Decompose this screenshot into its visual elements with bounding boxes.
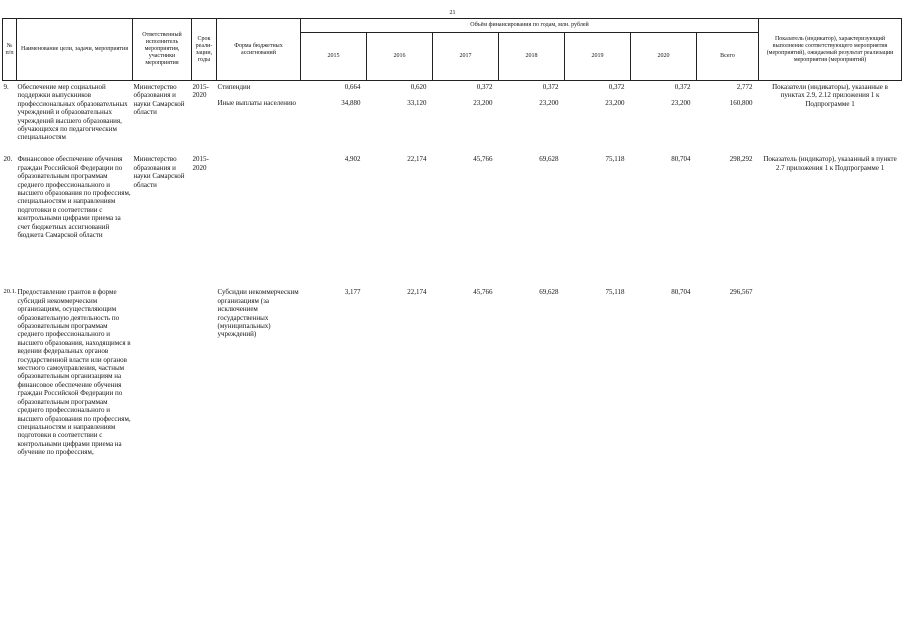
header-year: 2015 [301, 33, 367, 81]
row-form: Субсидии некоммерческим организациям (за исключением государственных (муниципальных) учреждений) [217, 288, 299, 339]
row-term: 2015-2020 [192, 155, 209, 172]
header-year: 2020 [631, 33, 697, 81]
row-value: 22,174 [407, 155, 427, 164]
row-value: 0,620 [410, 83, 427, 91]
row-value: 3,177 [344, 288, 361, 297]
table-row [3, 81, 902, 92]
row-value: 23,200 [605, 99, 625, 108]
row-value: 80,704 [671, 288, 691, 297]
row-value: 23,200 [539, 99, 559, 108]
page-number: 21 [449, 10, 456, 16]
row-num: 20. [3, 155, 13, 164]
row-value: 45,766 [473, 155, 493, 164]
row-name: Обеспечение мер социальной поддержки выпускников профессиональных образовательных учреждений и образовательных учреждений высшего образования, обучающихся по педагогическим специальностям [17, 83, 128, 142]
table-row [3, 282, 902, 456]
row-value: 0,372 [542, 83, 559, 91]
row-value: 69,628 [539, 155, 559, 164]
row-value: 0,372 [476, 83, 493, 91]
row-total: 296,567 [729, 288, 753, 297]
row-value: 0,372 [674, 83, 691, 91]
row-value: 22,174 [407, 288, 427, 297]
row-total: 160,800 [729, 99, 753, 108]
header-name: Наименование цели, задачи, мероприятия [17, 19, 133, 81]
row-executor: Министерство образования и науки Самарской области [133, 155, 185, 189]
row-value: 80,704 [671, 155, 691, 164]
row-value: 33,120 [407, 99, 427, 108]
row-value: 34,880 [341, 99, 361, 108]
row-num: 20.1. [3, 288, 17, 296]
row-value: 23,200 [671, 99, 691, 108]
row-value: 69,628 [539, 288, 559, 297]
header-term: Срок реали- зации, годы [192, 19, 217, 81]
header-year: 2018 [499, 33, 565, 81]
row-total: 2,772 [736, 83, 753, 91]
row-indicator: Показатель (индикатор), указанный в пункте 2.7 приложения 1 к Подпрограмме 1 [763, 155, 897, 172]
row-value: 0,664 [344, 83, 361, 91]
header-total: Всего [697, 33, 759, 81]
header-year: 2017 [433, 33, 499, 81]
row-value: 75,118 [605, 155, 625, 164]
row-total: 298,292 [729, 155, 753, 164]
row-executor: Министерство образования и науки Самарской области [133, 83, 185, 117]
header-form: Форма бюджетных ассигнований [217, 19, 301, 81]
row-value: 4,902 [344, 155, 361, 164]
financing-table [2, 18, 902, 457]
row-form: Стипендии [217, 83, 251, 91]
row-name: Финансовое обеспечение обучения граждан Российской Федерации по образовательным программам среднего профессионального и высшего образования по профессиям, специальностям и направлениям подготовки в соответствии с контрольными цифрами приема за счет бюджетных ассигнований бюджета Самарской области [17, 155, 131, 240]
header-year: 2019 [565, 33, 631, 81]
header-num: № п/п [3, 19, 17, 81]
row-term: 2015-2020 [192, 83, 209, 100]
row-value: 45,766 [473, 288, 493, 297]
row-form: Иные выплаты населению [217, 99, 297, 108]
row-value: 75,118 [605, 288, 625, 297]
table-row [3, 149, 902, 282]
row-value: 23,200 [473, 99, 493, 108]
header-executor: Ответственный исполнитель мероприятия, участники мероприятия [133, 19, 192, 81]
row-num: 9. [3, 83, 9, 91]
row-form [217, 149, 301, 282]
row-value: 0,372 [608, 83, 625, 91]
row-indicator: Показатели (индикаторы), указанные в пунктах 2.9, 2.12 приложения 1 к Подпрограмме 1 [772, 83, 888, 108]
header-year: 2016 [367, 33, 433, 81]
row-name: Предоставление грантов в форме субсидий некоммерческим организациям, осуществляющим образовательную деятельность по образовательным программам среднего профессионального и высшего образования, находящимся в ведении федеральных органов государственной власти или органов местного самоуправления, частным образовательным организациям на финансовое обеспечение обучения граждан Российской Федерации по образовательным программам среднего профессионального и высшего образования по профессиям, специальностям и направлениям подготовки в соответствии с контрольными цифрами приема на обучение по профессиям, [17, 288, 131, 457]
table-header [3, 19, 902, 81]
header-indicator: Показатель (индикатор), характеризующий выполнение соответствующего мероприятия (мероприятий), ожидаемый результат реализации мероприятия (мероприятий) [759, 19, 902, 81]
header-volume: Объём финансирования по годам, млн. рублей [301, 19, 759, 33]
